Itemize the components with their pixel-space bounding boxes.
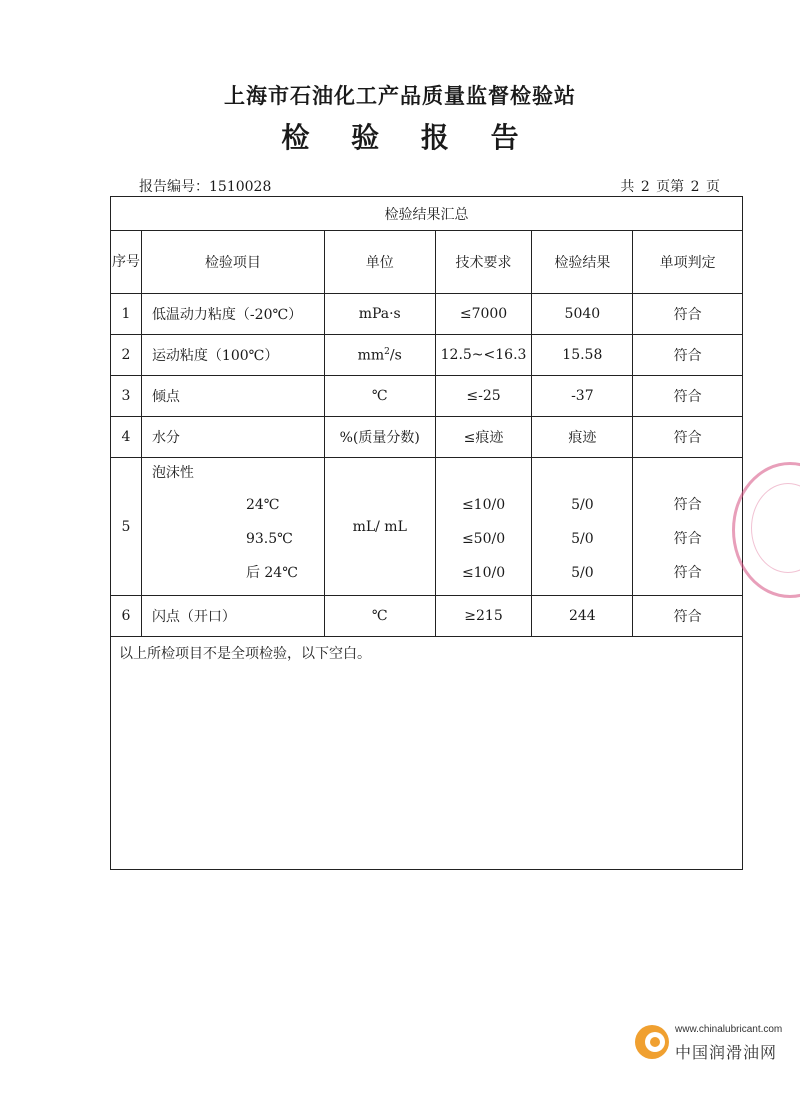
requirement-cell: 12.5~<16.3 — [435, 335, 532, 376]
unit-cell: ℃ — [324, 596, 435, 637]
sub-judgement: 符合 — [673, 531, 702, 547]
table-row — [111, 294, 743, 335]
table-row — [111, 335, 743, 376]
report-number-label: 报告编号： — [139, 179, 209, 195]
header-item: 检验项目 — [141, 231, 324, 294]
requirement-cell: ≤-25 — [435, 376, 532, 417]
report-number — [139, 176, 271, 196]
header-seq: 序号 — [111, 231, 142, 294]
result-cell: 5040 — [532, 294, 633, 335]
unit-tail: /s — [389, 347, 402, 364]
unit-cell — [324, 335, 435, 376]
sub-judgement: 符合 — [673, 565, 702, 581]
table-header-row — [111, 231, 743, 294]
remark-row — [111, 637, 743, 870]
foam-sub-item: 24℃ — [245, 497, 280, 513]
foam-sub-item: 93.5℃ — [245, 531, 293, 547]
judgement-cell: 符合 — [633, 335, 743, 376]
header-judgement: 单项判定 — [633, 231, 743, 294]
sub-result: 5/0 — [571, 531, 594, 547]
remark-text: 以上所检项目不是全项检验，以下空白。 — [111, 637, 743, 870]
seq-cell: 2 — [111, 335, 142, 376]
requirement-cell: ≤痕迹 — [435, 417, 532, 458]
results-table — [110, 196, 743, 870]
header-result: 检验结果 — [532, 231, 633, 294]
page-info: 共 2 页第 2 页 — [620, 179, 720, 195]
item-cell: 低温动力粘度（-20℃） — [141, 294, 324, 335]
watermark-site-name: 中国润滑油网 — [675, 1045, 778, 1062]
report-title: 检 验 报 告 — [281, 121, 535, 154]
seq-cell: 6 — [111, 596, 142, 637]
result-cell: -37 — [532, 376, 633, 417]
header-unit: 单位 — [324, 231, 435, 294]
table-row — [111, 458, 743, 596]
result-cell: 15.58 — [532, 335, 633, 376]
judgement-cell: 符合 — [633, 417, 743, 458]
sub-result: 5/0 — [571, 497, 594, 513]
chinalubricant-logo-icon — [633, 1023, 671, 1061]
table-row — [111, 417, 743, 458]
unit-cell: mL/ mL — [324, 458, 435, 596]
item-cell: 水分 — [141, 417, 324, 458]
organization-name: 上海市石油化工产品质量监督检验站 — [224, 83, 576, 108]
watermark-url: www.chinalubricant.com — [675, 1024, 783, 1035]
judgement-cell — [633, 458, 743, 596]
result-cell: 痕迹 — [532, 417, 633, 458]
unit-cell: mPa·s — [324, 294, 435, 335]
unit-base: mm — [357, 347, 385, 364]
result-cell — [532, 458, 633, 596]
table-row — [111, 376, 743, 417]
item-cell: 闪点（开口） — [141, 596, 324, 637]
sub-judgement: 符合 — [673, 497, 702, 513]
seq-cell: 4 — [111, 417, 142, 458]
seq-cell: 5 — [111, 458, 142, 596]
official-seal-inner — [751, 483, 800, 573]
report-number-value: 1510028 — [209, 179, 272, 195]
seq-cell: 1 — [111, 294, 142, 335]
sub-requirement: ≤10/0 — [461, 565, 506, 581]
table-caption-row — [111, 197, 743, 231]
item-cell: 倾点 — [141, 376, 324, 417]
unit-superscript: 2 — [384, 346, 390, 357]
foam-title: 泡沫性 — [151, 465, 194, 481]
requirement-cell: ≤7000 — [435, 294, 532, 335]
unit-cell: ℃ — [324, 376, 435, 417]
result-cell: 244 — [532, 596, 633, 637]
foam-sub-item: 后 24℃ — [245, 565, 298, 581]
foam-sub-items — [142, 488, 324, 590]
requirement-cell — [435, 458, 532, 596]
requirement-cell: ≥215 — [435, 596, 532, 637]
item-cell — [141, 458, 324, 596]
sub-requirement: ≤10/0 — [461, 497, 506, 513]
unit-cell: %(质量分数) — [324, 417, 435, 458]
judgement-cell: 符合 — [633, 294, 743, 335]
judgement-cell: 符合 — [633, 376, 743, 417]
sub-result: 5/0 — [571, 565, 594, 581]
table-caption: 检验结果汇总 — [111, 197, 743, 231]
item-cell: 运动粘度（100℃） — [141, 335, 324, 376]
judgement-cell: 符合 — [633, 596, 743, 637]
table-row — [111, 596, 743, 637]
sub-requirement: ≤50/0 — [461, 531, 506, 547]
seq-cell: 3 — [111, 376, 142, 417]
header-requirement: 技术要求 — [435, 231, 532, 294]
